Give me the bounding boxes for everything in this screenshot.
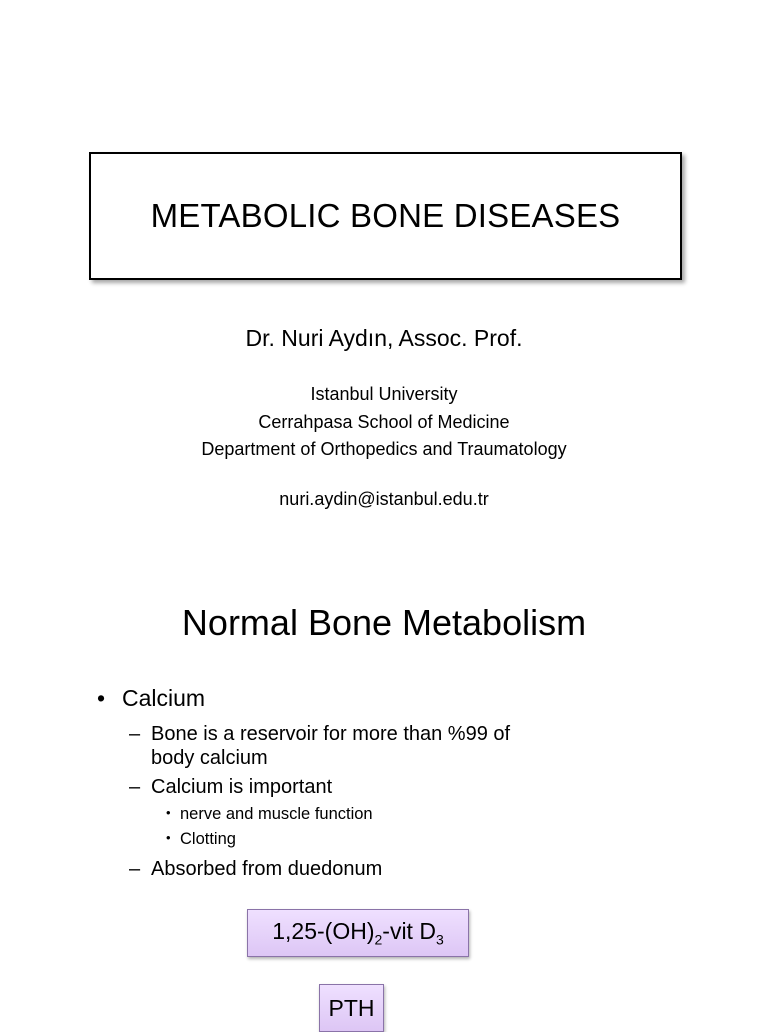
affiliation-university: Istanbul University (310, 384, 458, 404)
pth-box (319, 984, 384, 1032)
affiliation-block (0, 381, 768, 464)
sub-bullet-text-line2: body calcium (151, 747, 268, 769)
affiliation-department: Department of Orthopedics and Traumatology (201, 439, 567, 459)
author-email: nuri.aydin@istanbul.edu.tr (279, 489, 489, 509)
slide-normal-bone-metabolism (0, 560, 768, 1024)
sub-bullet-text: Calcium is important (151, 776, 333, 798)
title-box (89, 152, 682, 280)
subsub-bullet-text: Clotting (180, 830, 236, 848)
dash-marker: – (129, 723, 141, 745)
dash-marker: – (129, 776, 141, 798)
author-name: Dr. Nuri Aydın, Assoc. Prof. (245, 325, 523, 351)
bullet-marker: • (166, 830, 171, 845)
dash-marker: – (129, 858, 141, 880)
bullet-marker: • (166, 805, 171, 820)
affiliation-school: Cerrahpasa School of Medicine (258, 411, 510, 432)
subsub-bullet-text: nerve and muscle function (180, 805, 373, 823)
slide2-title: Normal Bone Metabolism (181, 602, 587, 643)
bullet-text: Calcium (122, 685, 206, 711)
slide-title-text: METABOLIC BONE DISEASES (150, 197, 621, 234)
vitamin-d-text: $1,25-(OH)_2$-vit $D_3$ (272, 918, 444, 948)
vitamin-d-box (247, 909, 469, 957)
sub-bullet-text: Absorbed from duedonum (151, 858, 383, 880)
pth-text: PTH (328, 994, 375, 1021)
sub-bullet-text-line1: Bone is a reservoir for more than %99 of (151, 723, 511, 745)
bullet-marker: • (97, 685, 106, 711)
